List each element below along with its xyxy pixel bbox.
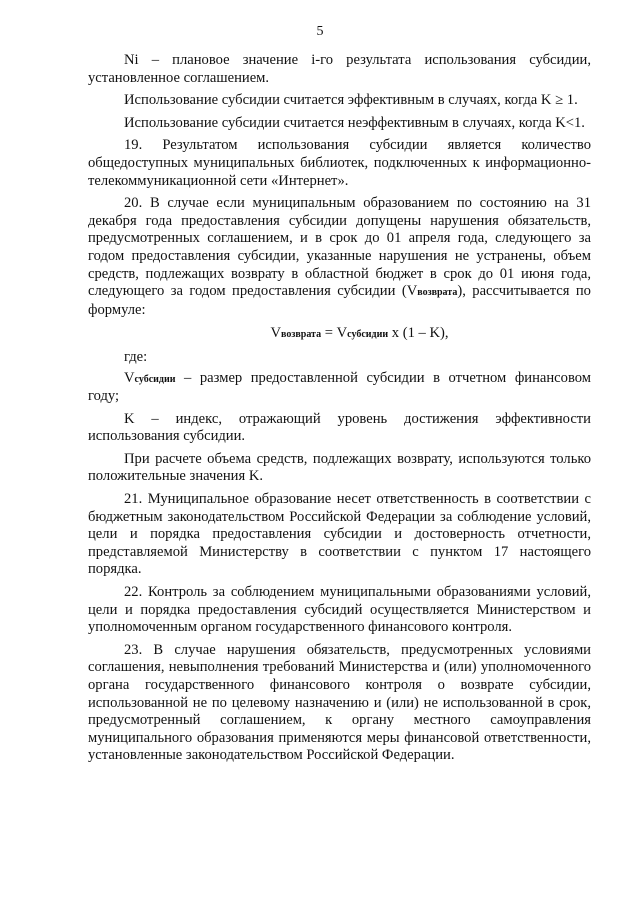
paragraph-20 xyxy=(88,195,591,319)
paragraph-19: 19. Результатом использования субсидии является количество общедоступных муниципальных библиотек, подключенных к информационно-телекоммуникационной сети «Интернет». xyxy=(88,137,591,189)
formula-rhs-tail: x (1 – K), xyxy=(388,325,449,342)
formula xyxy=(88,325,591,344)
formula-rhs-subscript: субсидии xyxy=(347,329,389,341)
formula-lhs-subscript: возврата xyxy=(281,329,322,341)
definition-v-subsidy-subscript: субсидии xyxy=(134,373,176,385)
page-number: 5 xyxy=(316,24,324,39)
definition-v-subsidy-text: – размер предоставленной субсидии в отчетном финансовом году; xyxy=(88,369,591,405)
definition-k: K – индекс, отражающий уровень достижения эффективности использования субсидии. xyxy=(88,410,591,445)
paragraph-ineffective: Использование субсидии считается неэффективным в случаях, когда K<1. xyxy=(124,114,585,131)
formula-rhs-var: V xyxy=(336,325,348,342)
definition-v-subsidy xyxy=(88,370,591,406)
paragraph-20-var: V xyxy=(406,283,418,300)
paragraph-22: 22. Контроль за соблюдением муниципальными образованиями условий, цели и порядка предоставления субсидий осуществляется Министерством и уполномоченным органом государственного финансового контроля. xyxy=(88,584,591,636)
paragraph-20-tail: ), рассчитывается по формуле: xyxy=(88,283,591,318)
paragraph-ni-definition: Ni – плановое значение i-го результата использования субсидии, установленное соглашением. xyxy=(88,52,591,86)
where-label: где: xyxy=(124,348,148,365)
paragraph-20-text: 20. В случае если муниципальным образованием по состоянию на 31 декабря года предоставления субсидии допущены нарушения обязательств, предусмотренных соглашением, и в срок до 01 апреля года, следующего за годом предоставления субсидии, указанные нарушения не устранены, объем средств, подлежащих возврату в областной бюджет в срок до 01 июня года, следующего за годом предоставления субсидии ( xyxy=(88,195,591,300)
paragraph-20-var-subscript: возврата xyxy=(417,287,458,299)
paragraph-23: 23. В случае нарушения обязательств, предусмотренных условиями соглашения, невыполнения требований Министерства и (или) уполномоченного органа государственного финансового контроля о возврате субсидии, использованной не по целевому назначению и (или) не использованной в срок, предусмотренный соглашением, к органу местного самоуправления муниципального образования применяются меры финансовой ответственности, установленные законодательством Российской Федерации. xyxy=(88,641,591,764)
formula-lhs-var: V xyxy=(270,325,281,342)
paragraph-21: 21. Муниципальное образование несет ответственность в соответствии с бюджетным законодательством Российской Федерации за соблюдение условий, цели и порядка предоставления субсидии и достоверность отчетности, представляемой Министерству в соответствии с пунктом 17 настоящего порядка. xyxy=(88,491,591,578)
definition-v-subsidy-var: V xyxy=(124,369,135,386)
formula-equals: = xyxy=(321,325,337,342)
paragraph-positive-k: При расчете объема средств, подлежащих возврату, используются только положительные значения K. xyxy=(88,450,591,485)
paragraph-effective: Использование субсидии считается эффективным в случаях, когда K ≥ 1. xyxy=(124,92,578,109)
document-body xyxy=(88,52,591,770)
